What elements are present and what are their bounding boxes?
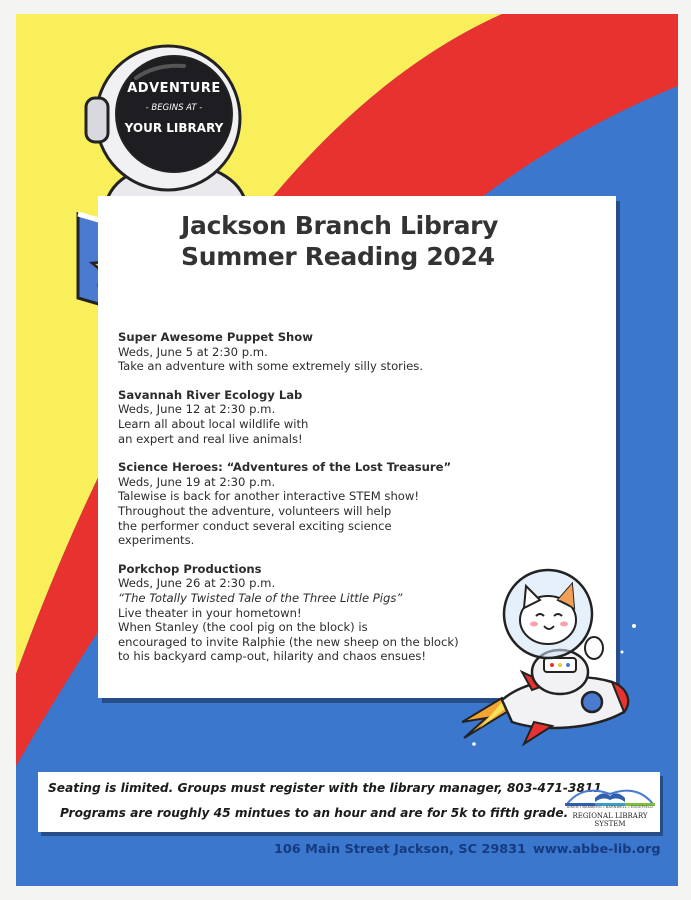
event-item [118, 330, 518, 374]
logo-name: REGIONAL LIBRARY SYSTEM [572, 812, 648, 828]
info-bar [38, 772, 660, 832]
program-details: Programs are roughly 45 mintues to an hour and are for 5k to fifth grade. [60, 806, 569, 820]
event-date: Weds, June 12 at 2:30 p.m. [118, 402, 276, 417]
library-logo [563, 782, 657, 828]
event-title: Porkchop Productions [118, 561, 262, 576]
adventure-badge [116, 72, 232, 156]
event-item [118, 562, 518, 664]
seating-notice: Seating is limited. Groups must register with the library manager, 803-471-3811 [48, 781, 602, 795]
footer [16, 838, 678, 860]
event-title: Science Heroes: “Adventures of the Lost Treasure” [118, 460, 452, 475]
event-date: Weds, June 5 at 2:30 p.m. [118, 344, 268, 359]
event-description: Take an adventure with some extremely silly stories. [118, 359, 424, 374]
event-title: Super Awesome Puppet Show [118, 330, 313, 344]
event-description: Live theater in your hometown! When Stanley (the cool pig on the block) is encouraged to invite Ralphie (the new sheep on the block) to his backyard camp-out, hilarity and chaos ensues! [118, 605, 459, 664]
event-item [118, 460, 518, 548]
badge-line2: - BEGINS AT - [145, 103, 203, 113]
event-subtitle: “The Totally Twisted Tale of the Three Little Pigs” [118, 590, 403, 605]
badge-line1: ADVENTURE [127, 81, 221, 96]
events-list [118, 330, 518, 678]
flyer [16, 14, 678, 886]
badge-line3: YOUR LIBRARY [124, 121, 224, 135]
event-item [118, 388, 518, 446]
page-title: Jackson Branch Library Summer Reading 2024 [181, 211, 499, 271]
footer-address: 106 Main Street Jackson, SC 29831 [274, 842, 526, 857]
event-description: Learn all about local wildlife with an expert and real live animals! [118, 416, 309, 446]
event-date: Weds, June 26 at 2:30 p.m. [118, 576, 276, 591]
event-description: Talewise is back for another interactive STEM show! Throughout the adventure, volunteers will help the performer conduct several exciting science experiments. [118, 489, 420, 548]
open-book-logo-icon [563, 782, 657, 806]
event-date: Weds, June 19 at 2:30 p.m. [118, 474, 276, 489]
event-title: Savannah River Ecology Lab [118, 387, 303, 402]
logo-counties: AIKEN • BAMBERG • BARNWELL • EDGEFIELD [566, 805, 654, 809]
footer-url[interactable]: www.abbe-lib.org [533, 842, 661, 857]
cat-astronaut-icon [462, 562, 642, 752]
